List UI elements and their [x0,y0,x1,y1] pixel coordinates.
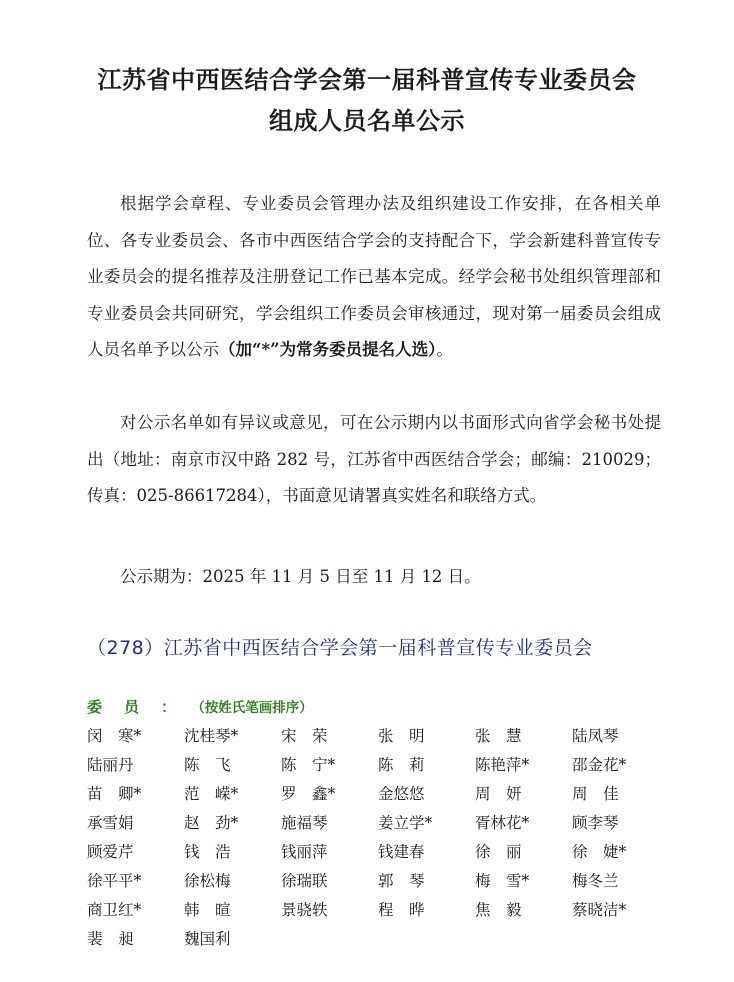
member-name: 魏国利 [184,930,231,948]
member-name: 顾李琴 [572,814,619,832]
publicity-period: 公示期为：2025 年 11 月 5 日至 11 月 12 日。 [120,567,481,586]
member-name: 徐松梅 [184,872,231,890]
member-list [87,722,687,954]
member-name: 陈 莉 [378,756,425,774]
member-name: 陆丽丹 [87,756,134,774]
document-title-line-1: 江苏省中西医结合学会第一届科普宣传专业委员会 [97,65,637,94]
member-name: 金悠悠 [378,785,425,803]
members-label [87,696,313,717]
member-name: 胥林花* [475,814,530,832]
member-name: 徐 婕* [572,843,627,861]
member-name: 焦 毅 [475,901,522,919]
member-name: 钱 浩 [184,843,231,861]
members-sort-note: （按姓氏笔画排序） [198,700,313,716]
member-name: 梅 雪* [475,872,530,890]
member-name: 周 妍 [475,785,522,803]
member-name: 苗 卿* [87,785,142,803]
member-name: 陆凤琴 [572,727,619,745]
member-name: 陈艳萍* [475,756,530,774]
member-name: 郭 琴 [378,872,425,890]
member-name: 张 明 [378,727,425,745]
member-name: 钱丽萍 [281,843,328,861]
member-name: 蔡晓洁* [572,901,627,919]
member-name: 韩 暄 [184,901,231,919]
member-name: 徐瑞联 [281,872,328,890]
member-name: 承雪娟 [87,814,134,832]
member-name: 沈桂琴* [184,727,239,745]
committee-section-title: （278）江苏省中西医结合学会第一届科普宣传专业委员会 [87,637,593,659]
standing-member-note: （加“*”为常务委员提名人选） [219,340,437,359]
member-name: 徐平平* [87,872,142,890]
member-name: 施福琴 [281,814,328,832]
announcement-ending: 。 [436,340,453,359]
member-name: 裴 昶 [87,930,134,948]
member-name: 徐 丽 [475,843,522,861]
member-name: 宋 荣 [281,727,328,745]
member-name: 姜立学* [378,814,433,832]
members-label-title: 委员： [87,698,199,716]
document-title-line-2: 组成人员名单公示 [269,106,465,135]
member-name: 顾爱芹 [87,843,134,861]
member-name: 商卫红* [87,901,142,919]
member-name: 张 慧 [475,727,522,745]
member-name: 程 晔 [378,901,425,919]
member-name: 陈 宁* [281,756,336,774]
member-name: 景骁轶 [281,901,328,919]
announcement-paragraph [87,186,661,369]
member-name: 陈 飞 [184,756,231,774]
member-name: 钱建春 [378,843,425,861]
member-name: 罗 鑫* [281,785,336,803]
member-name: 赵 劲* [184,814,239,832]
member-name: 闵 寒* [87,727,142,745]
member-name: 周 佳 [572,785,619,803]
announcement-text: 根据学会章程、专业委员会管理办法及组织建设工作安排，在各相关单位、各专业委员会、各市中西医结合学会的支持配合下，学会新建科普宣传专业委员会的提名推荐及注册登记工作已基本完成。经学会秘书处组织管理部和专业委员会共同研究，学会组织工作委员会审核通过，现对第一届委员会组成人员名单予以公示 [87,194,661,359]
member-name: 范 嵘* [184,785,239,803]
member-name: 梅冬兰 [572,872,619,890]
member-name: 邵金花* [572,756,627,774]
objection-paragraph: 对公示名单如有异议或意见，可在公示期内以书面形式向省学会秘书处提出（地址：南京市汉中路 282 号，江苏省中西医结合学会；邮编：210029；传真：025-86617284），书面意见请署真实姓名和联络方式。 [87,413,661,505]
